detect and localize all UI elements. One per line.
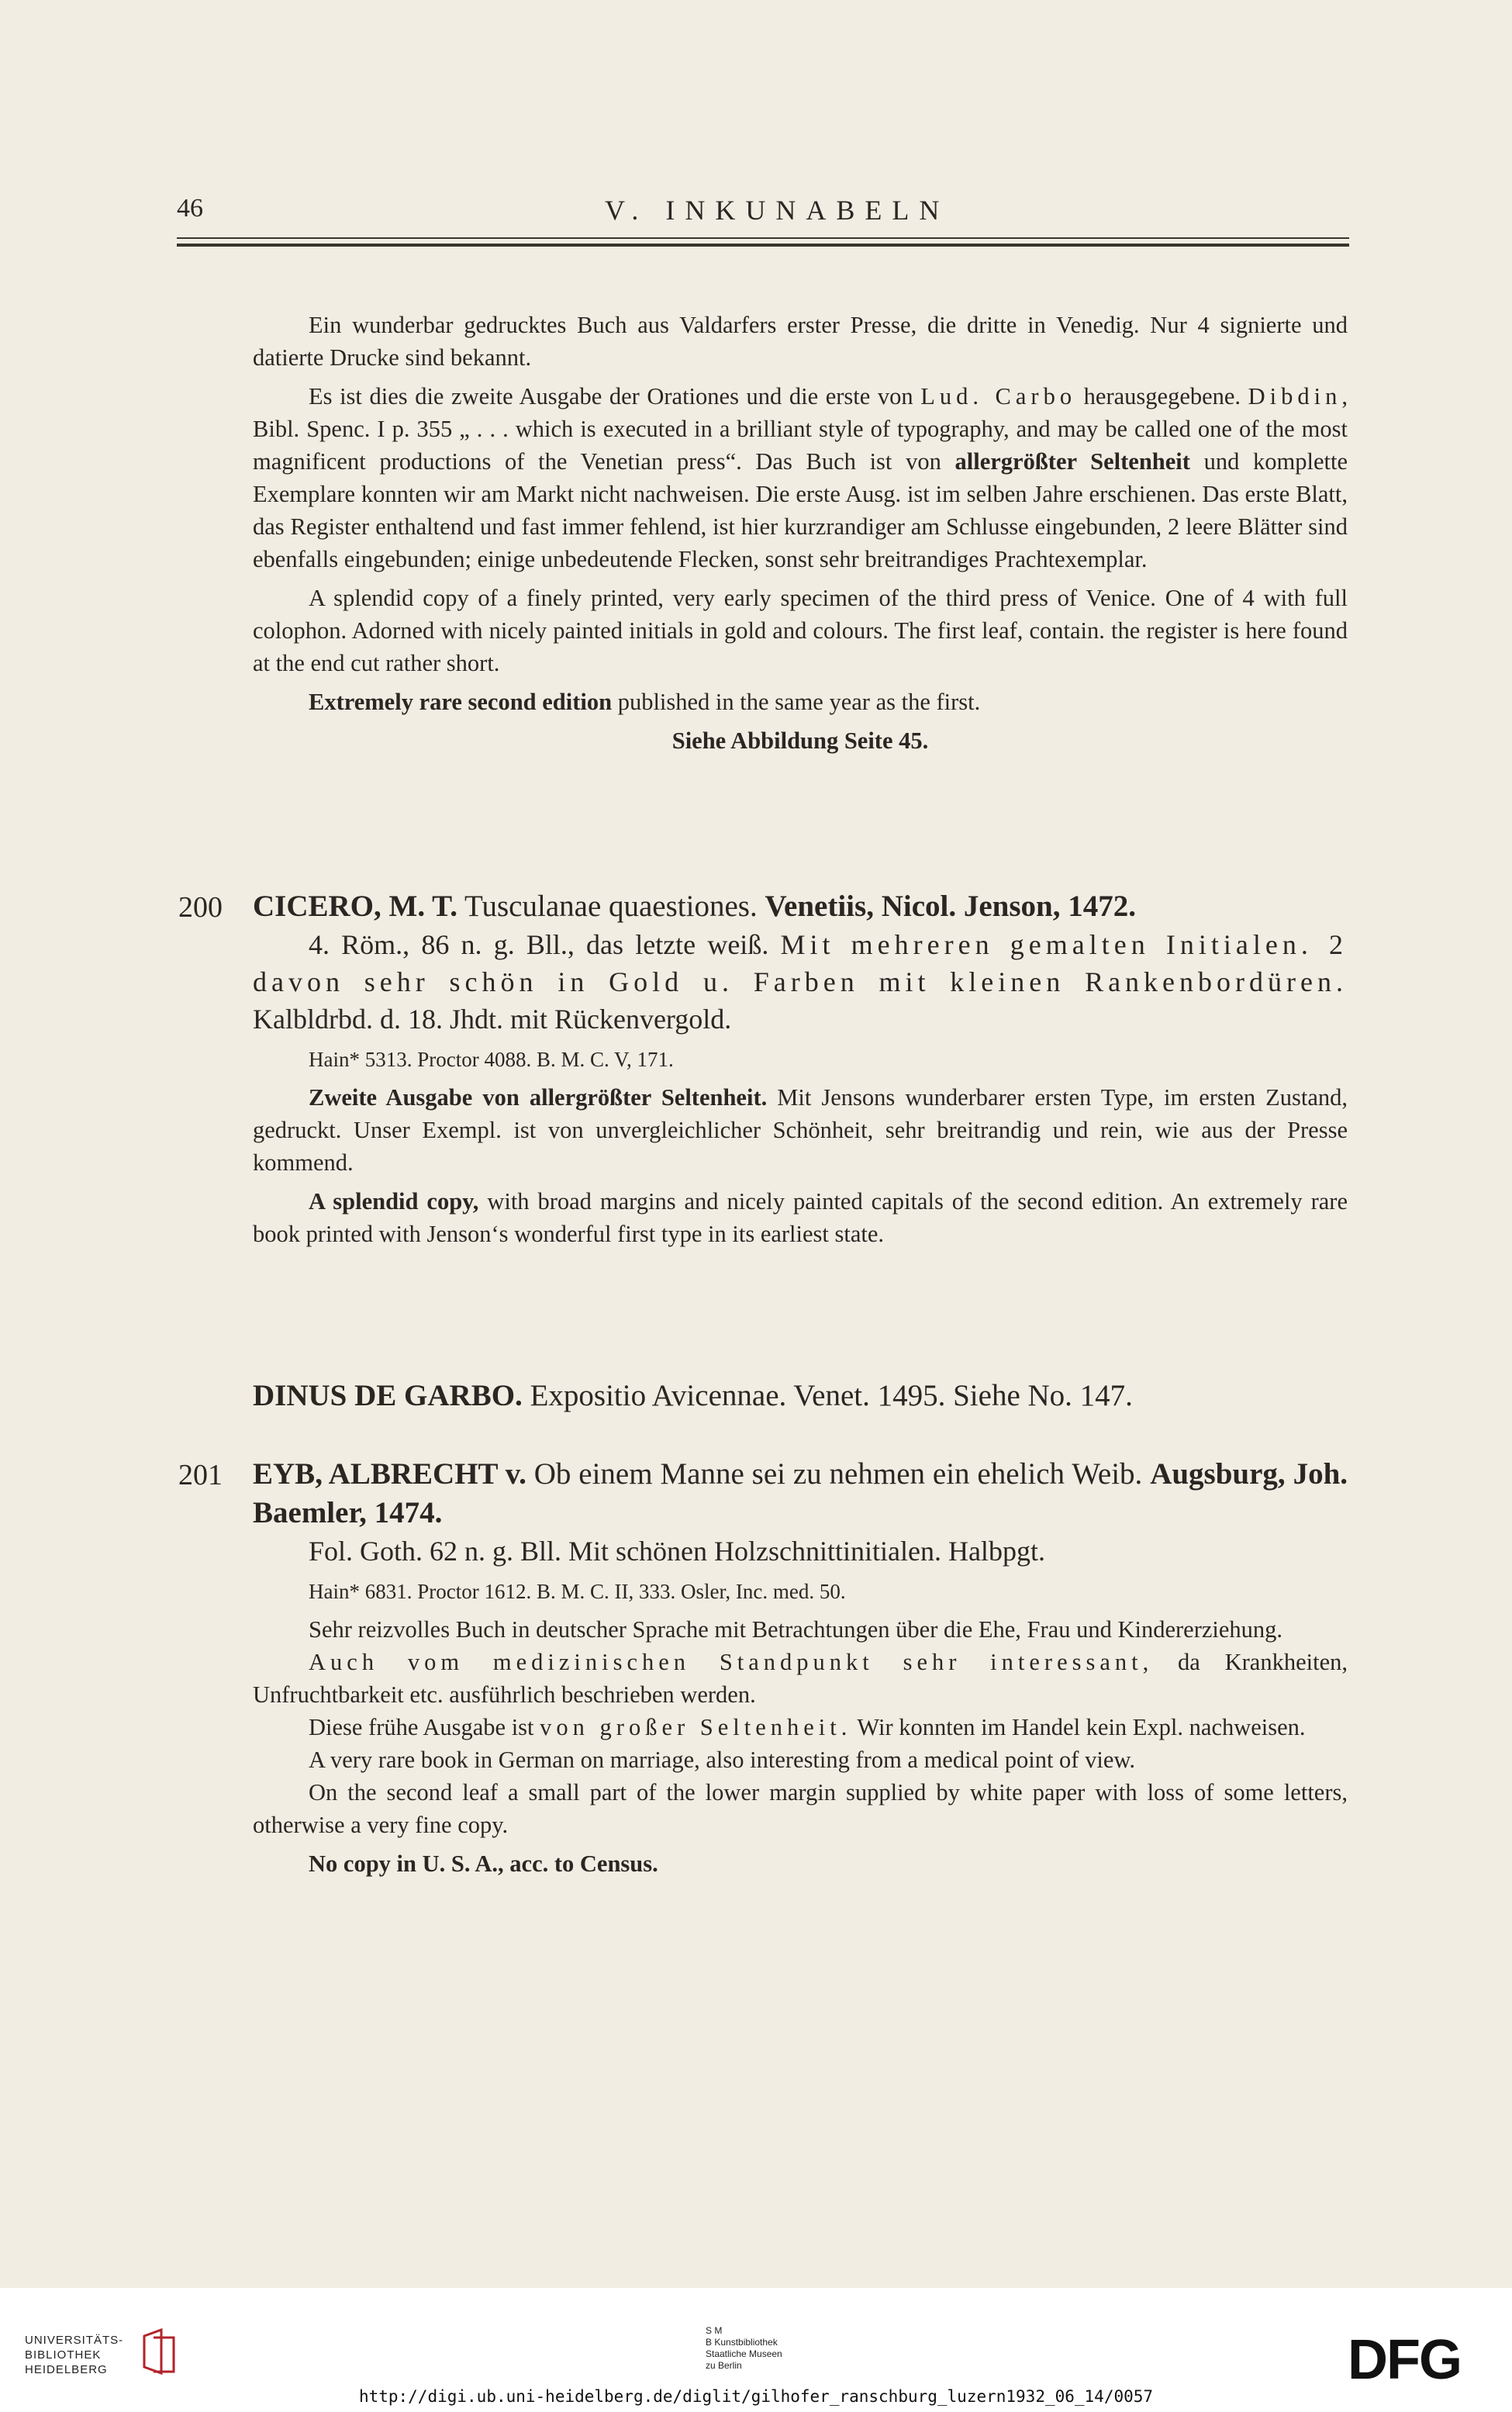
running-head: V. INKUNABELN xyxy=(605,195,950,226)
dfg-logo: DFG xyxy=(1348,2329,1461,2391)
see-also-note: Siehe Abbildung Seite 45. xyxy=(671,727,929,754)
entry-note-2: Auch vom medizinischen Standpunkt sehr interessant, da Krankheiten, Unfruchtbarkeit etc. ausführlich beschrieben werden. xyxy=(253,1649,1348,1708)
cross-reference-entry: DINUS DE GARBO. Expositio Avicennae. Venet. 1495. Siehe No. 147. xyxy=(253,1379,1133,1412)
entry-references: Hain* 5313. Proctor 4088. B. M. C. V, 171. xyxy=(309,1048,674,1071)
page-number: 46 xyxy=(177,194,203,223)
entry-note-3: Diese frühe Ausgabe ist von großer Seltenheit. Wir konnten im Handel kein Expl. nachweisen. xyxy=(309,1714,1306,1740)
entry-heading: CICERO, M. T. Tusculanae quaestiones. Venetiis, Nicol. Jenson, 1472. xyxy=(253,890,1136,923)
intro-paragraph-4: Extremely rare second edition published in the same year as the first. xyxy=(309,689,981,715)
header-rule xyxy=(177,237,1349,239)
entry-note-2: A splendid copy, with broad margins and nicely painted capitals of the second edition. An extremely rare book printed with Jenson‘s wonderful first type in its earliest state. xyxy=(253,1188,1348,1247)
entry-references: Hain* 6831. Proctor 1612. B. M. C. II, 333. Osler, Inc. med. 50. xyxy=(309,1580,846,1603)
intro-section xyxy=(253,309,1348,757)
entry-note-1: Zweite Ausgabe von allergrößter Seltenheit. Mit Jensons wunderbarer ersten Type, im ersten Zustand, gedruckt. Unser Exempl. ist von unvergleichlicher Schönheit, sehr breitrandig und rein, wie aus der Presse kommend. xyxy=(253,1084,1348,1176)
entry-note-1: Sehr reizvolles Buch in deutscher Sprache mit Betrachtungen über die Ehe, Frau und Kindererziehung. xyxy=(309,1616,1283,1643)
entry-heading: EYB, ALBRECHT v. Ob einem Manne sei zu nehmen ein ehelich Weib. Augsburg, Joh. Baemler, 1474. xyxy=(253,1457,1348,1529)
intro-paragraph-2: Es ist dies die zweite Ausgabe der Orationes und die erste von Lud. Carbo herausgegebene. Dibdin, Bibl. Spenc. I p. 355 „ . . . which is executed in a brilliant style of typography, and may be called one of the most magnificent productions of the Venetian press“. Das Buch ist von allergrößter Seltenheit und komplette Exemplare konnten wir am Markt nicht nachweisen. Die erste Ausg. ist im selben Jahre erschienen. Das erste Blatt, das Register enthaltend und fast immer fehlend, ist hier kurzrandiger am Schlusse eingebunden, 2 leere Blätter sind ebenfalls eingebunden; einige unbedeutende Flecken, sonst sehr breitrandiges Prachtexemplar. xyxy=(253,383,1348,572)
entry-number-200: 200 xyxy=(178,891,223,924)
page-url-link[interactable]: http://digi.ub.uni-heidelberg.de/diglit/gilhofer_ranschburg_luzern1932_06_14/0057 xyxy=(358,2387,1154,2406)
entry-note-6: No copy in U. S. A., acc. to Census. xyxy=(309,1850,658,1877)
university-library-name: UNIVERSITÄTS- BIBLIOTHEK HEIDELBERG xyxy=(25,2334,124,2376)
entry-note-4: A very rare book in German on marriage, also interesting from a medical point of view. xyxy=(309,1747,1136,1773)
entry-note-5: On the second leaf a small part of the lower margin supplied by white paper with loss of some letters, otherwise a very fine copy. xyxy=(253,1779,1348,1838)
entry-description: 4. Röm., 86 n. g. Bll., das letzte weiß. Mit mehreren gemalten Initialen. 2 davon sehr schön in Gold u. Farben mit kleinen Rankenbordüren. Kalbldrbd. d. 18. Jhdt. mit Rückenvergold. xyxy=(253,929,1348,1035)
entry-number-201: 201 xyxy=(178,1459,223,1491)
entry-description: Fol. Goth. 62 n. g. Bll. Mit schönen Holzschnittinitialen. Halbpgt. xyxy=(309,1536,1045,1567)
header-rule-thick xyxy=(177,244,1349,247)
intro-paragraph-1: Ein wunderbar gedrucktes Buch aus Valdarfers erster Presse, die dritte in Venedig. Nur 4 signierte und datierte Drucke sind bekannt. xyxy=(253,312,1348,371)
museum-credit: S M B Kunstbibliothek Staatliche Museen zu Berlin xyxy=(706,2325,782,2371)
university-logo-icon xyxy=(138,2328,185,2376)
intro-paragraph-3: A splendid copy of a finely printed, very early specimen of the third press of Venice. One of 4 with full colophon. Adorned with nicely painted initials in gold and colours. The first leaf, contain. the register is here found at the end cut rather short. xyxy=(253,585,1348,676)
entry-200 xyxy=(253,887,1348,1250)
viewer-footer xyxy=(0,2288,1512,2412)
entry-201 xyxy=(253,1455,1348,1880)
